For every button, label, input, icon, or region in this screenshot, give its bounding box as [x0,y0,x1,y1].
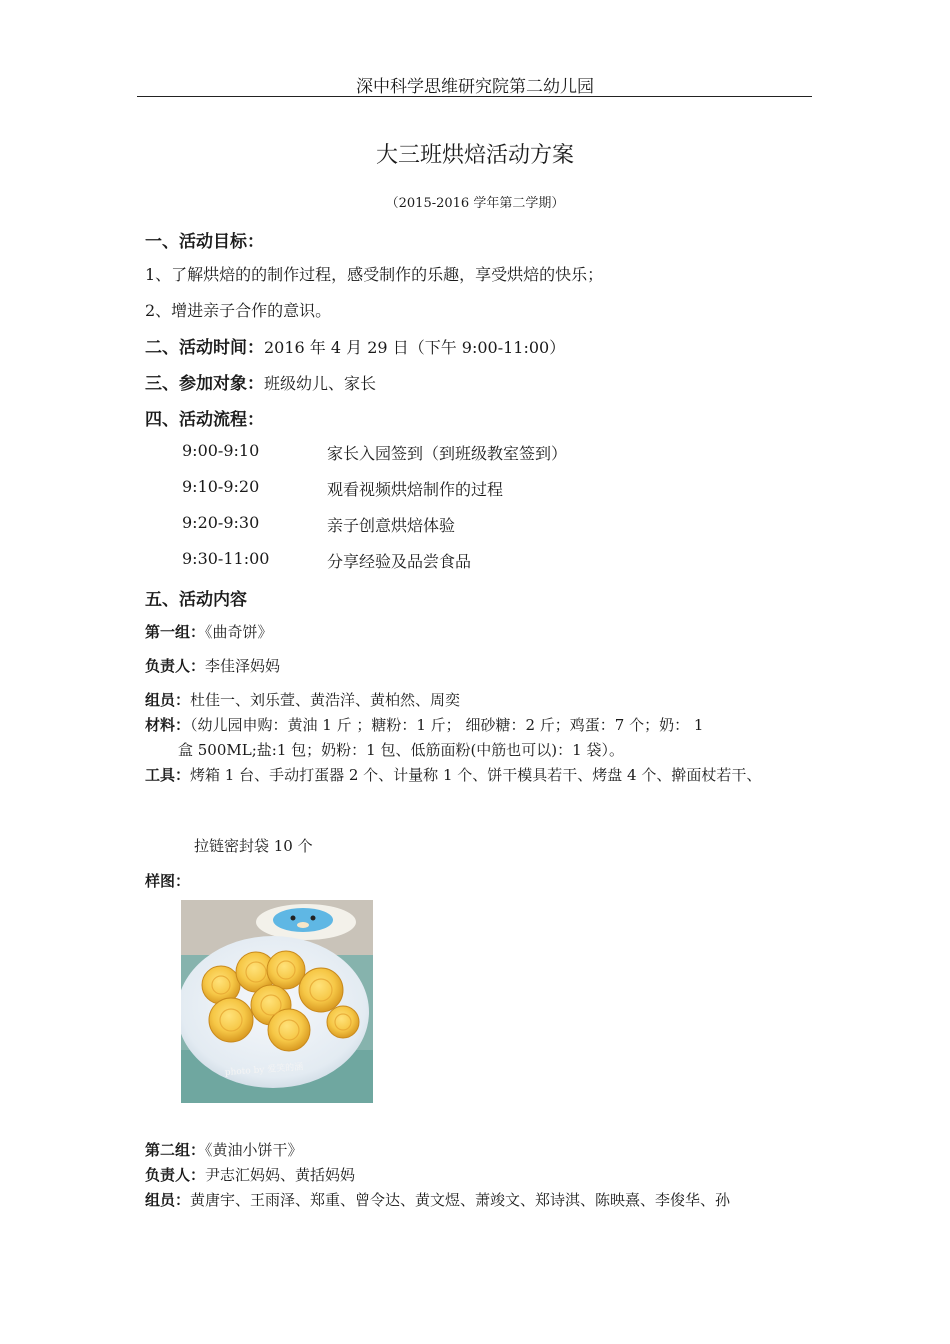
group2-leader-label: 负责人： [145,1166,206,1184]
process-time-1: 9:00-9:10 [182,441,260,460]
group1-members: 杜佳一、刘乐萱、黄浩洋、黄柏然、周奕 [190,691,461,709]
time-line [145,333,565,358]
group1-tools-label: 工具： [145,766,191,784]
group1-members-label: 组员： [145,691,191,709]
process-heading: 四、活动流程： [145,410,264,430]
group2-name: 《黄油小饼干》 [205,1141,303,1159]
group2-members: 黄唐宇、王雨泽、郑重、曾令达、黄文煜、萧竣文、郑诗淇、陈映熹、李俊华、孙 [190,1191,731,1209]
participants-line [145,369,376,394]
group1-name: 《曲奇饼》 [205,623,273,641]
group2-members-label: 组员： [145,1191,191,1209]
process-desc-3: 亲子创意烘焙体验 [327,516,456,535]
group1-sample-label: 样图： [145,872,191,890]
process-time-2: 9:10-9:20 [182,477,260,496]
group2-leader: 尹志汇妈妈、黄括妈妈 [205,1166,356,1184]
group1-tools-line1: 烤箱 1 台、手动打蛋器 2 个、计量称 1 个、饼干模具若干、烤盘 4 个、擀面杖若干、 [190,766,762,784]
group1-materials-label: 材料： [145,716,191,734]
header-divider [137,96,812,97]
process-desc-2: 观看视频烘焙制作的过程 [327,480,504,499]
group2-title-line [145,1139,303,1160]
process-time-4: 9:30-11:00 [182,549,270,568]
group1-members-line [145,689,460,710]
group1-tools-line [145,764,761,785]
process-desc-4: 分享经验及品尝食品 [327,552,472,571]
process-time-3: 9:20-9:30 [182,513,260,532]
document-subtitle: （2015-2016 学年第二学期） [385,196,565,211]
group1-title-line [145,621,273,642]
participants-label: 三、参加对象： [145,374,264,394]
group2-members-line [145,1189,730,1210]
group2-label: 第二组： [145,1141,206,1159]
participants-value: 班级幼儿、家长 [264,374,377,393]
header-school-name: 深中科学思维研究院第二幼儿园 [356,77,594,97]
document-title: 大三班烘焙活动方案 [375,143,574,168]
group1-leader-label: 负责人： [145,657,206,675]
group1-leader-line [145,655,280,676]
time-value: 2016 年 4 月 29 日（下午 9:00-11:00） [264,338,566,357]
group1-materials-line [145,714,703,735]
goals-heading: 一、活动目标： [145,232,264,252]
goal-item-1: 1、了解烘焙的的制作过程，感受制作的乐趣，享受烘焙的快乐； [145,265,604,284]
cookie-sample-photo [181,900,373,1103]
group1-tools-line2: 拉链密封袋 10 个 [194,837,313,855]
group1-label: 第一组： [145,623,206,641]
time-label: 二、活动时间： [145,338,264,358]
group1-materials-line2: 盒 500ML;盐:1 包；奶粉：1 包、低筋面粉(中筋也可以)：1 袋）。 [178,741,624,759]
photo-caption: photo by 爱笑的涵 [224,1062,304,1078]
group1-leader: 李佳泽妈妈 [205,657,281,675]
group2-leader-line [145,1164,355,1185]
group1-materials-line1: （幼儿园申购：黄油 1 斤 ；糖粉：1 斤； 细砂糖：2 斤；鸡蛋：7 个；奶： 1 [190,716,704,734]
content-heading: 五、活动内容 [145,590,247,610]
process-desc-1: 家长入园签到（到班级教室签到） [327,444,568,463]
goal-item-2: 2、增进亲子合作的意识。 [145,301,332,320]
